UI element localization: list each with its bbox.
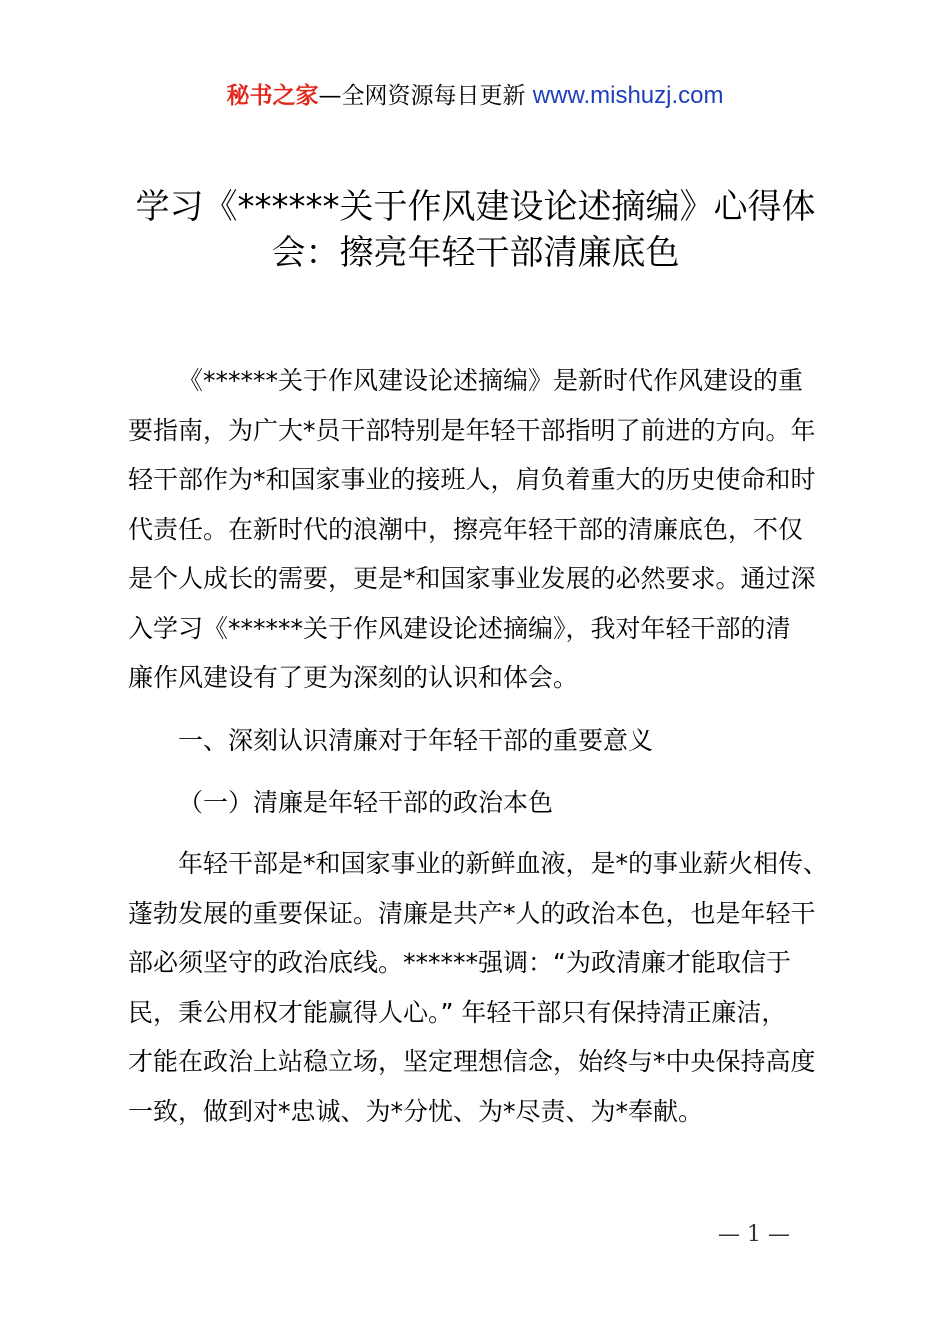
site-header xyxy=(0,80,950,112)
text-line: 《******关于作风建设论述摘编》是新时代作风建设的重 xyxy=(178,366,804,395)
subsection-heading xyxy=(128,778,838,828)
text-line: 年轻干部是*和国家事业的新鲜血液，是*的事业薪火相传、 xyxy=(178,849,829,878)
text-line: 入学习《******关于作风建设论述摘编》，我对年轻干部的清 xyxy=(128,613,791,643)
text-line: 才能在政治上站稳立场，坚定理想信念，始终与*中央保持高度 xyxy=(128,1047,816,1076)
text-line: 廉作风建设有了更为深刻的认识和体会。 xyxy=(128,663,579,692)
website-link[interactable]: www.mishuzj.com xyxy=(532,82,724,109)
page-number: — 1 — xyxy=(718,1222,790,1247)
text-line: 轻干部作为*和国家事业的接班人，肩负着重大的历史使命和时 xyxy=(128,465,816,494)
body-paragraph xyxy=(128,839,838,1136)
title-line: 会：擦亮年轻干部清廉底色 xyxy=(271,233,680,273)
text-line: 部必须坚守的政治底线。******强调：“为政清廉才能取信于 xyxy=(128,948,791,977)
text-line: 要指南，为广大*员干部特别是年轻干部指明了前进的方向。年 xyxy=(128,415,816,445)
intro-paragraph xyxy=(128,356,838,703)
brand-name: 秘书之家 xyxy=(226,83,319,109)
text-line: 是个人成长的需要，更是*和国家事业发展的必然要求。通过深 xyxy=(128,564,816,593)
section-heading-text: 一、深刻认识清廉对于年轻干部的重要意义 xyxy=(178,726,654,755)
text-line: 蓬勃发展的重要保证。清廉是共产*人的政治本色，也是年轻干 xyxy=(128,898,816,928)
text-line: 一致，做到对*忠诚、为*分忧、为*尽责、为*奉献。 xyxy=(128,1096,704,1126)
text-line: 代责任。在新时代的浪潮中，擦亮年轻干部的清廉底色，不仅 xyxy=(128,514,804,544)
header-slogan: —全网资源每日更新 xyxy=(318,83,526,109)
title-line: 学习《******关于作风建设论述摘编》心得体 xyxy=(135,187,816,227)
document-title xyxy=(118,184,833,276)
text-line: 民，秉公用权才能赢得人心。” 年轻干部只有保持清正廉洁， xyxy=(128,997,787,1027)
subsection-heading-text: （一）清廉是年轻干部的政治本色 xyxy=(178,788,554,817)
section-heading xyxy=(128,716,838,766)
